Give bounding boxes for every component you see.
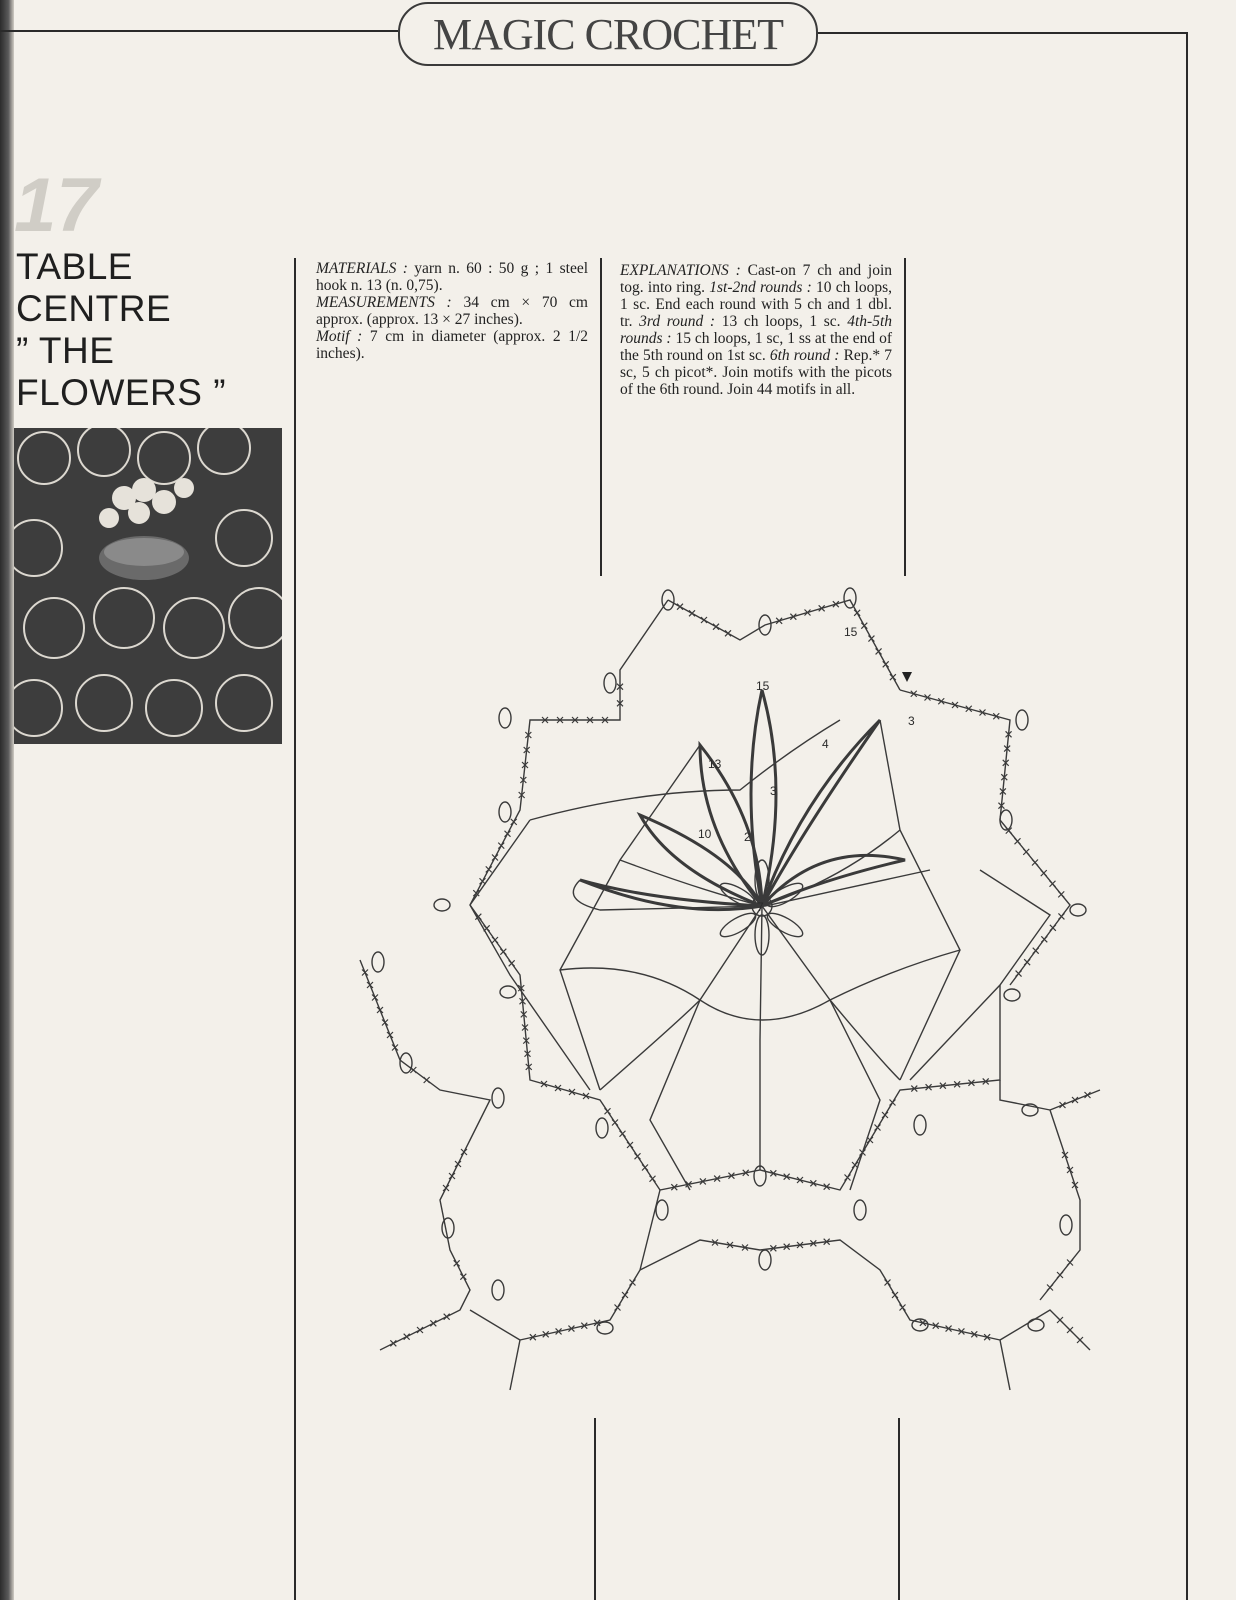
sc-stitch-mark	[725, 630, 731, 636]
sc-stitch-mark	[444, 1314, 450, 1320]
sc-stitch-mark	[500, 949, 506, 955]
round-4-5-text: 15 ch loops, 1 sc, 1 ss at the end of the 5th round on 1st sc.	[620, 330, 893, 364]
sc-stitch-mark	[372, 995, 378, 1001]
round-3-label: 3rd round :	[639, 313, 716, 330]
sc-stitch-mark	[1072, 1097, 1078, 1103]
explanations-intro: Cast-on 7 ch and join tog. into ring.	[620, 262, 893, 296]
motif-label: Motif :	[316, 328, 363, 345]
sc-stitch-mark	[387, 1032, 393, 1038]
measurements-text: 34 cm × 70 cm approx. (approx. 13 × 27 inches).	[316, 294, 588, 328]
sc-stitch-mark	[900, 1305, 906, 1311]
sc-stitch-mark	[417, 1327, 423, 1333]
loop-10-label: 10	[698, 827, 712, 841]
sc-stitch-mark	[480, 878, 486, 884]
loop-15-label-outer: 15	[844, 625, 858, 639]
sc-stitch-mark	[461, 1149, 467, 1155]
sc-stitch-mark	[484, 925, 490, 931]
sc-stitch-mark	[605, 1108, 611, 1114]
sc-stitch-mark	[882, 1112, 888, 1118]
sc-stitch-mark	[650, 1176, 656, 1182]
sc-stitch-mark	[890, 1100, 896, 1106]
sc-stitch-mark	[1023, 849, 1029, 855]
sc-stitch-mark	[620, 1131, 626, 1137]
round-3-marker: 3	[770, 784, 777, 798]
sc-stitch-mark	[404, 1334, 410, 1340]
round-2-marker: 2	[744, 830, 751, 844]
round-1-2-label: 1st-2nd rounds :	[709, 279, 812, 296]
sc-stitch-mark	[1057, 1317, 1063, 1323]
explanations-label: EXPLANATIONS :	[620, 262, 741, 279]
loop-13-label: 13	[708, 757, 722, 771]
sc-stitch-mark	[1060, 1102, 1066, 1108]
sc-stitch-mark	[1047, 1285, 1053, 1291]
sc-stitch-mark	[1032, 860, 1038, 866]
sc-stitch-mark	[367, 982, 373, 988]
sc-stitch-mark	[713, 624, 719, 630]
sc-stitch-mark	[890, 674, 896, 680]
round-4-marker: 4	[822, 737, 829, 751]
sc-stitch-mark	[1041, 870, 1047, 876]
round-4-5-label: 4th-5th rounds :	[620, 313, 893, 347]
sc-stitch-mark	[677, 604, 683, 610]
center-ring-label: 7	[757, 900, 764, 914]
sc-stitch-mark	[635, 1153, 641, 1159]
sc-stitch-mark	[454, 1260, 460, 1266]
round-3-text: 13 ch loops, 1 sc.	[721, 313, 841, 330]
sc-stitch-mark	[612, 1120, 618, 1126]
sc-stitch-mark	[1050, 925, 1056, 931]
sc-stitch-mark	[455, 1161, 461, 1167]
motif-text: 7 cm in diameter (approx. 2 1/2 inches).	[316, 328, 588, 362]
sc-stitch-mark	[854, 610, 860, 616]
sc-stitch-mark	[861, 623, 867, 629]
sc-stitch-mark	[1041, 936, 1047, 942]
sc-stitch-mark	[1033, 948, 1039, 954]
sc-stitch-mark	[362, 970, 368, 976]
materials-text: yarn n. 60 : 50 g ; 1 steel hook n. 13 (n. 0,75).	[316, 260, 589, 294]
sc-stitch-mark	[627, 1142, 633, 1148]
sc-stitch-mark	[615, 1305, 621, 1311]
sc-stitch-mark	[867, 1137, 873, 1143]
round-6-label: 6th round :	[769, 347, 840, 364]
title-line-4: FLOWERS ”	[16, 372, 227, 413]
sc-stitch-mark	[492, 855, 498, 861]
title-line-3: ” THE	[16, 330, 115, 371]
sc-stitch-mark	[875, 1125, 881, 1131]
sc-stitch-mark	[1015, 838, 1021, 844]
loop-15-label-inner: 15	[756, 679, 770, 693]
sc-stitch-mark	[505, 831, 511, 837]
sc-stitch-mark	[509, 960, 515, 966]
title-line-2: CENTRE	[16, 288, 172, 329]
sc-stitch-mark	[1067, 1327, 1073, 1333]
round-6-text: Rep.* 7 sc, 5 ch picot*. Join motifs with the picots of the 6th round. Join 44 motifs in all.	[620, 347, 892, 398]
sc-stitch-mark	[382, 1020, 388, 1026]
sc-stitch-mark	[392, 1045, 398, 1051]
sc-stitch-mark	[630, 1280, 636, 1286]
sc-stitch-mark	[424, 1077, 430, 1083]
sc-stitch-mark	[1050, 881, 1056, 887]
sc-stitch-mark	[511, 819, 517, 825]
sc-stitch-mark	[486, 866, 492, 872]
sc-stitch-mark	[876, 648, 882, 654]
sc-stitch-mark	[883, 661, 889, 667]
sc-stitch-mark	[885, 1280, 891, 1286]
sc-stitch-mark	[689, 610, 695, 616]
sc-stitch-mark	[701, 617, 707, 623]
sc-stitch-mark	[1057, 1272, 1063, 1278]
title-line-1: TABLE	[16, 246, 133, 287]
sc-stitch-mark	[1077, 1337, 1083, 1343]
sc-stitch-mark	[449, 1173, 455, 1179]
pattern-number: 17	[14, 163, 99, 248]
sc-stitch-mark	[622, 1292, 628, 1298]
sc-stitch-mark	[1085, 1092, 1091, 1098]
magazine-title: MAGIC CROCHET	[432, 9, 784, 59]
sc-stitch-mark	[868, 636, 874, 642]
round-1-2-text: 10 ch loops, 1 sc. End each round with 5 ch and 1 dbl. tr.	[620, 279, 893, 330]
sc-stitch-mark	[430, 1320, 436, 1326]
sc-stitch-mark	[845, 1175, 851, 1181]
sc-stitch-mark	[1024, 959, 1030, 965]
sc-stitch-mark	[498, 843, 504, 849]
sc-stitch-mark	[1016, 971, 1022, 977]
sc-stitch-mark	[1067, 1260, 1073, 1266]
start-arrow-icon	[902, 672, 912, 682]
sc-stitch-mark	[492, 937, 498, 943]
sc-stitch-mark	[377, 1007, 383, 1013]
sc-stitch-mark	[443, 1185, 449, 1191]
round-3-end-marker: 3	[908, 714, 915, 728]
measurements-label: MEASUREMENTS :	[316, 294, 452, 311]
sc-stitch-mark	[1058, 891, 1064, 897]
sc-stitch-mark	[390, 1340, 396, 1346]
sc-stitch-mark	[1058, 913, 1064, 919]
sc-stitch-mark	[642, 1165, 648, 1171]
sc-stitch-mark	[892, 1292, 898, 1298]
sc-stitch-mark	[410, 1067, 416, 1073]
sc-stitch-mark	[460, 1274, 466, 1280]
materials-label: MATERIALS :	[316, 260, 408, 277]
sc-stitch-mark	[852, 1162, 858, 1168]
